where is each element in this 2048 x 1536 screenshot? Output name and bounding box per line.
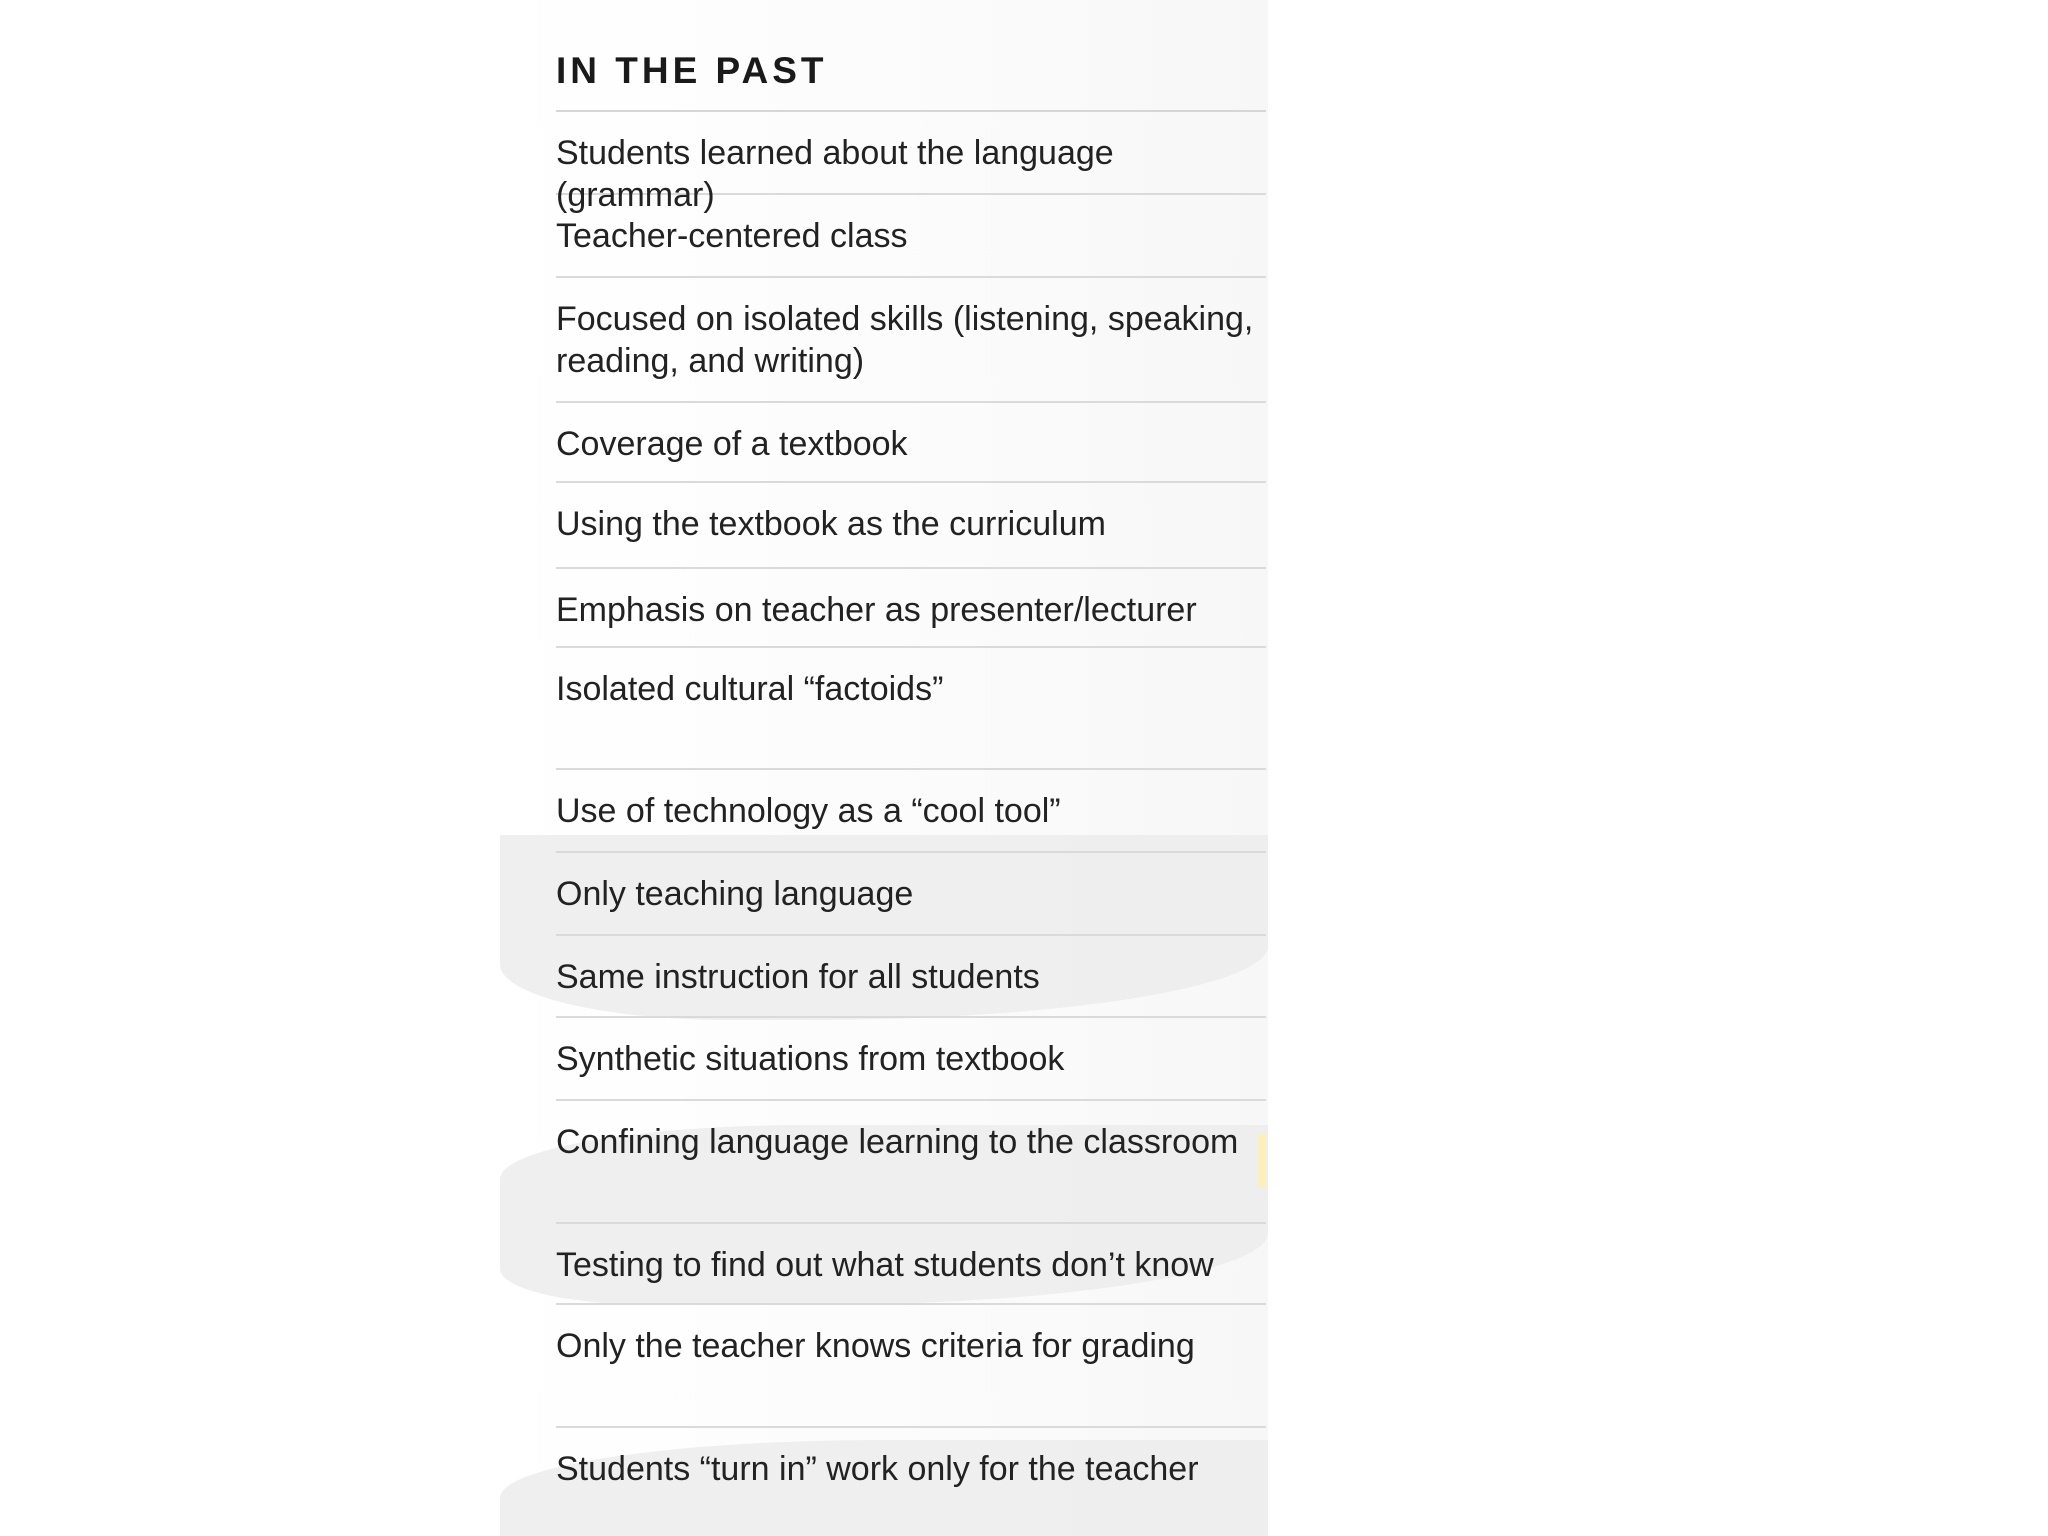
list-item-text: Confining language learning to the classroom <box>556 1123 1239 1161</box>
list-item <box>556 403 1266 483</box>
list-item-text: Use of technology as a “cool tool” <box>556 792 1061 830</box>
list-item <box>556 853 1266 936</box>
list-item <box>556 1101 1266 1224</box>
list-item <box>556 278 1266 403</box>
list-item <box>556 1224 1266 1305</box>
list-item-text: Teacher-centered class <box>556 217 908 255</box>
list-item-text: Testing to find out what students don’t know <box>556 1246 1214 1284</box>
list-item-text: Isolated cultural “factoids” <box>556 670 944 708</box>
list-item <box>556 1305 1266 1428</box>
list-item-text: Emphasis on teacher as presenter/lecturer <box>556 591 1197 629</box>
list-item <box>556 1428 1266 1511</box>
list-item <box>556 770 1266 853</box>
list-item-text: Students “turn in” work only for the teacher <box>556 1450 1199 1488</box>
list-item-text: Coverage of a textbook <box>556 425 908 463</box>
list-item-text: Synthetic situations from textbook <box>556 1040 1065 1078</box>
list-item <box>556 1018 1266 1101</box>
list-item <box>556 569 1266 648</box>
list-item-text: Using the textbook as the curriculum <box>556 505 1106 543</box>
list-item <box>556 936 1266 1018</box>
list-item <box>556 112 1266 214</box>
list-item <box>556 483 1266 569</box>
list-item-text: Students learned about the language (grammar) <box>556 134 1114 214</box>
list-item-text: Only the teacher knows criteria for grading <box>556 1327 1195 1365</box>
list-item-text: Focused on isolated skills (listening, speaking, reading, and writing) <box>556 300 1254 380</box>
list-item <box>556 648 1266 770</box>
section-heading: IN THE PAST <box>556 48 1266 112</box>
past-practices-list <box>556 48 1266 1511</box>
list-item-text: Same instruction for all students <box>556 958 1040 996</box>
list-item-text: Only teaching language <box>556 875 914 913</box>
